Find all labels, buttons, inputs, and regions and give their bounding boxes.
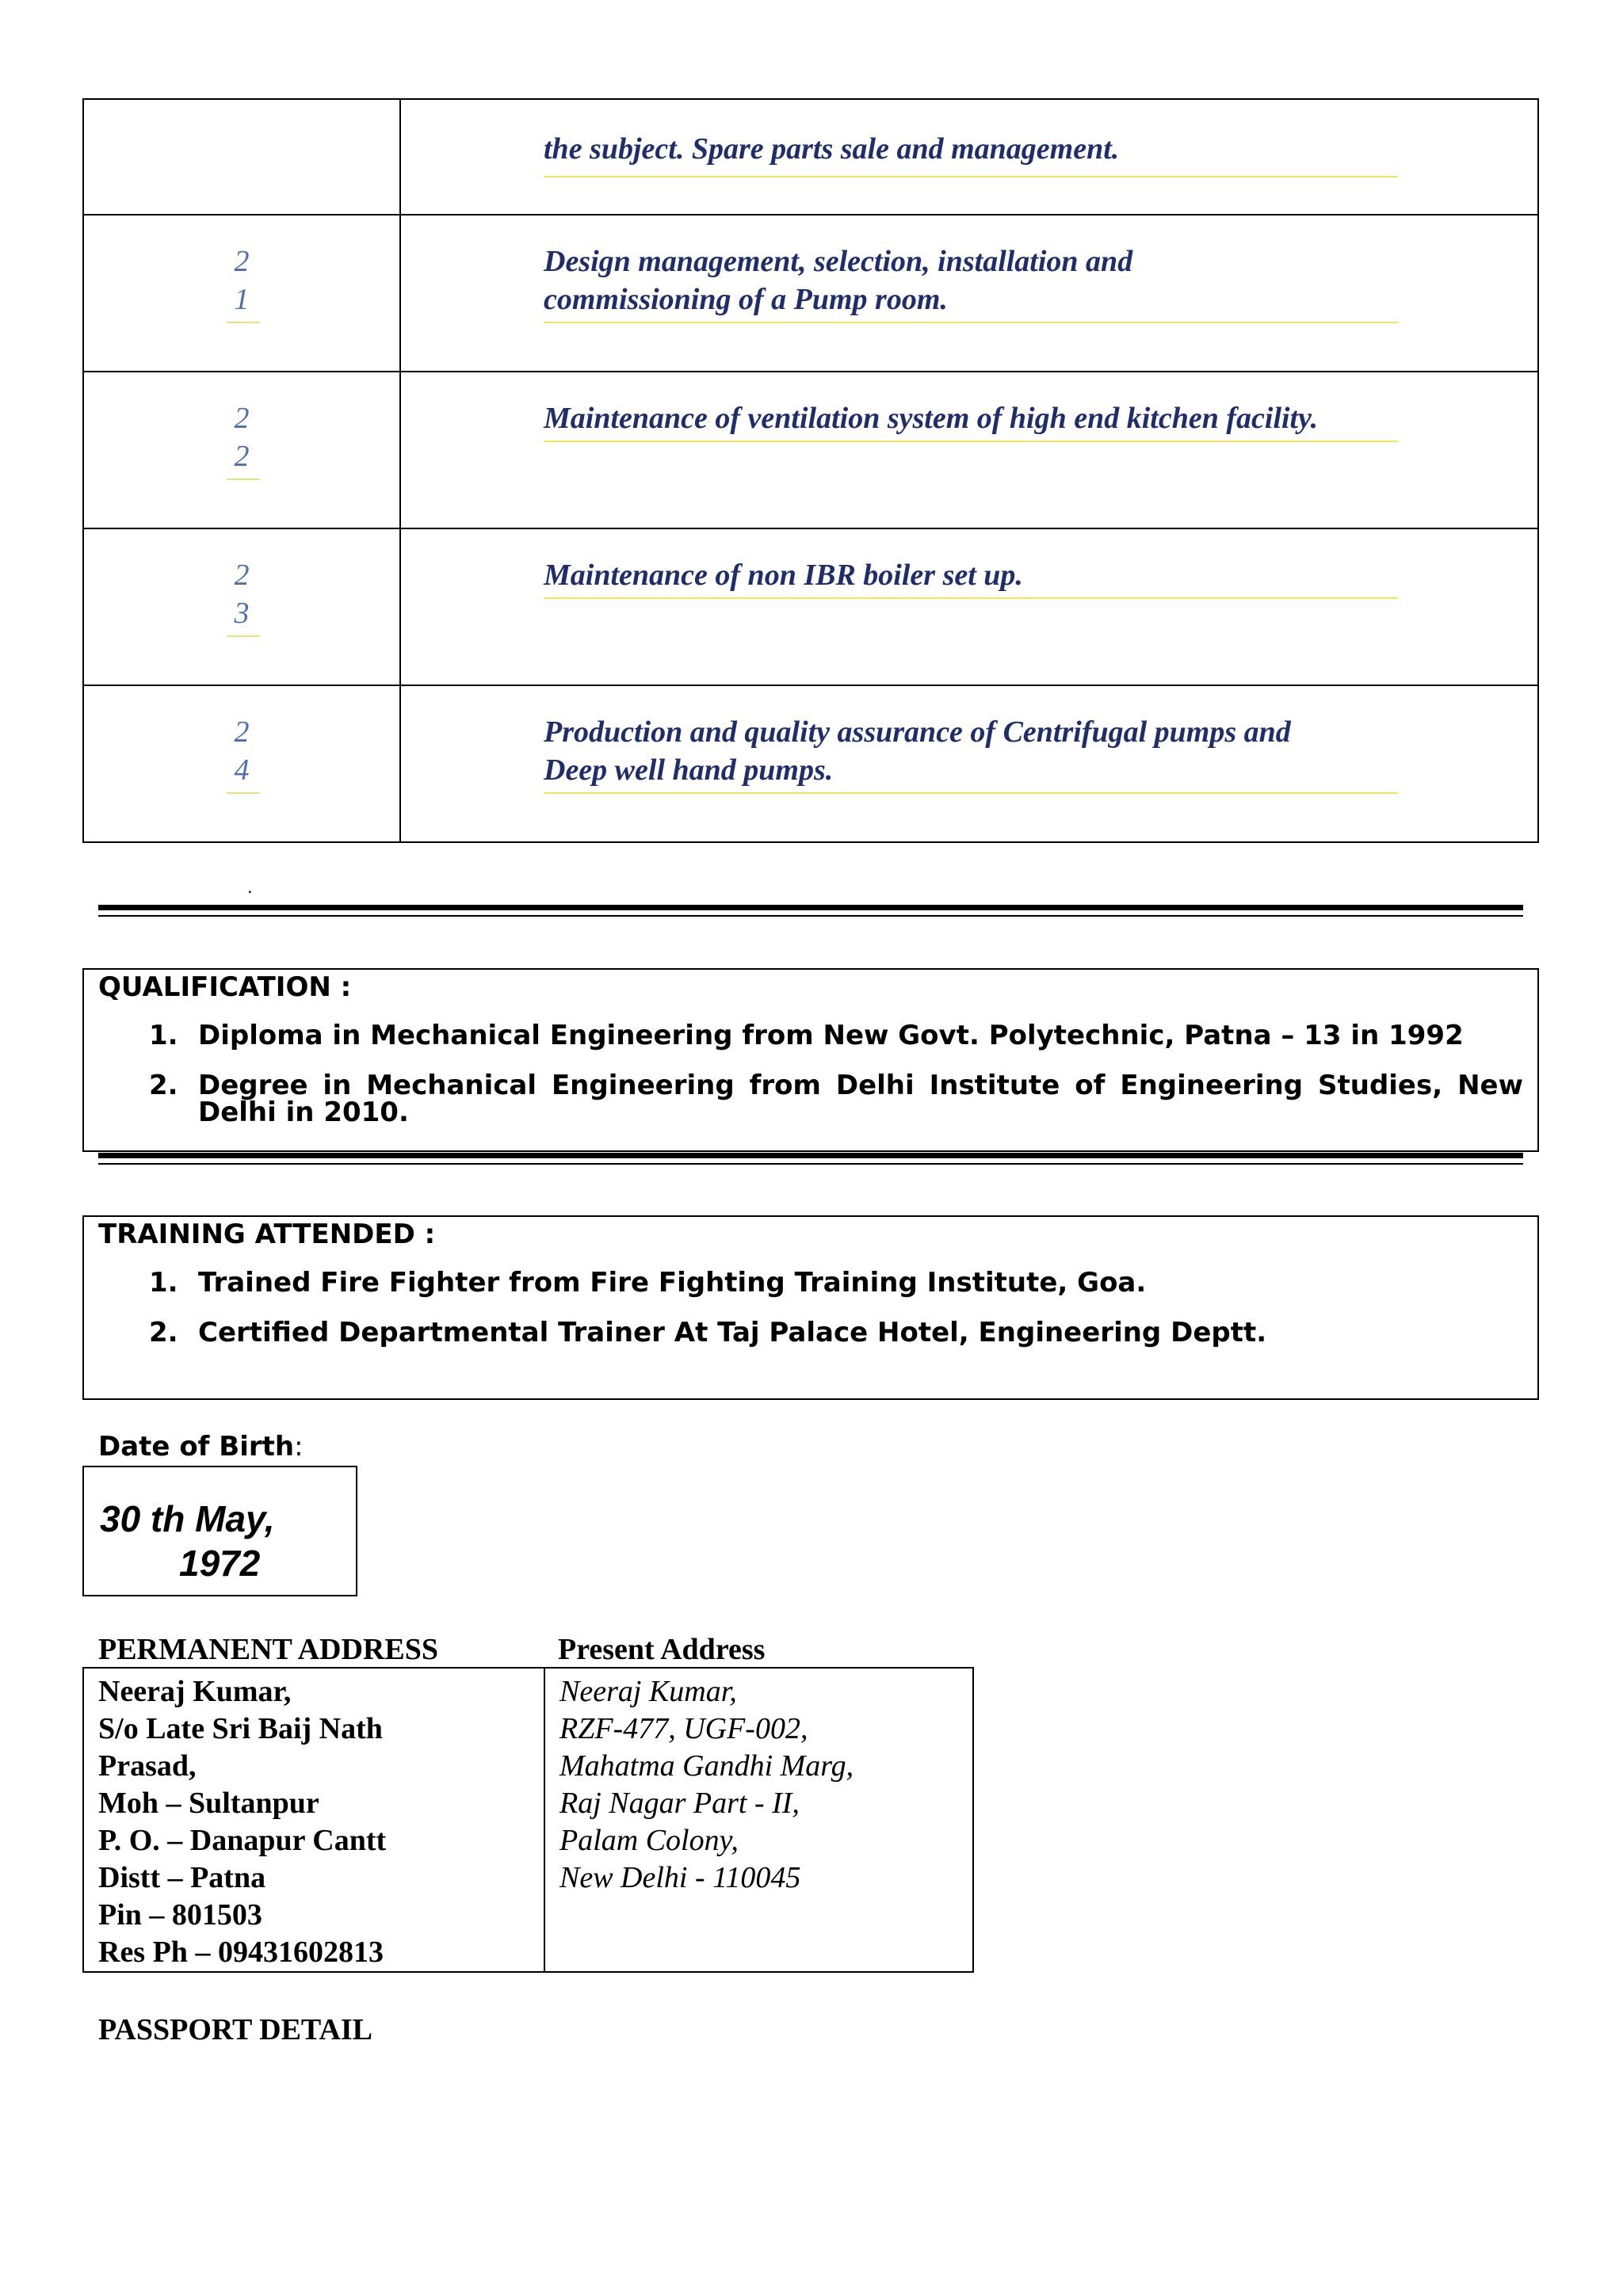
dob-box [82,1466,357,1596]
item-underline [544,176,1398,177]
list-item: 1. Diploma in Mechanical Engineering from New Govt. Polytechnic, Patna – 13 in 1992 [149,1020,1464,1051]
experience-table [82,98,1539,843]
item-underline [544,441,1398,442]
item-underline [544,597,1398,599]
section-divider-thin [98,915,1523,917]
item-description: Production and quality assurance of Centrifugal pumps and Deep well hand pumps. [544,715,1291,787]
qualification-heading: QUALIFICATION : [98,971,352,1003]
item-number: 2 2 [234,402,250,473]
section-divider-thick [98,1153,1523,1158]
item-number-underline [227,792,260,794]
item-number-underline [227,322,260,323]
item-description-cell [400,685,1538,842]
permanent-address-heading: PERMANENT ADDRESS [98,1633,438,1666]
section-divider-thick [98,905,1523,910]
item-number-cell [83,685,400,842]
item-number-cell [83,215,400,372]
item-description: Maintenance of ventilation system of high end kitchen facility. [544,402,1319,435]
item-number-cell [83,372,400,528]
table-row [83,99,1538,215]
item-number-underline [227,635,260,637]
address-table [82,1667,974,1973]
list-item: 2. Certified Departmental Trainer At Taj Palace Hotel, Engineering Deptt. [149,1317,1267,1348]
present-address: Neeraj Kumar, RZF-477, UGF-002, Mahatma Gandhi Marg, Raj Nagar Part - II, Palam Colony, New Delhi - 110045 [544,1668,973,1972]
item-description-cell [400,99,1538,215]
item-description: Maintenance of non IBR boiler set up. [544,559,1023,592]
dob-label: Date of Birth: [98,1431,304,1463]
table-row [83,215,1538,372]
list-item: 1. Trained Fire Fighter from Fire Fighting Training Institute, Goa. [149,1267,1147,1299]
section-divider-thin [98,1163,1523,1165]
training-section [82,1215,1539,1400]
qualification-section [82,968,1539,1152]
item-description: the subject. Spare parts sale and management. [544,132,1120,166]
item-number: 2 3 [234,559,250,630]
item-description-cell [400,372,1538,528]
item-number: 2 1 [234,245,250,316]
list-item: 2. Degree in Mechanical Engineering from Delhi Institute of Engineering Studies, New Delhi in 2010. [149,1070,1523,1128]
training-heading: TRAINING ATTENDED : [98,1219,436,1250]
separator-dot: . [247,876,253,898]
qualification-list [149,1022,1523,1149]
item-description-cell [400,215,1538,372]
permanent-address: Neeraj Kumar, S/o Late Sri Baij Nath Prasad, Moh – Sultanpur P. O. – Danapur Cantt Distt – Patna Pin – 801503 Res Ph – 09431602813 [83,1668,544,1972]
item-underline [544,322,1398,323]
training-list [149,1269,1523,1369]
table-row [83,528,1538,685]
dob-value-line1: 30 th May, [100,1498,275,1539]
passport-heading: PASSPORT DETAIL [98,2013,373,2046]
present-address-heading: Present Address [558,1633,766,1666]
table-row [83,372,1538,528]
item-description: Design management, selection, installation and commissioning of a Pump room. [544,245,1133,316]
item-underline [544,792,1398,794]
dob-value-line2: 1972 [179,1543,261,1584]
item-number-cell [83,99,400,215]
item-number: 2 4 [234,715,250,787]
table-row [83,685,1538,842]
item-description-cell [400,528,1538,685]
item-number-cell [83,528,400,685]
item-number-underline [227,479,260,480]
